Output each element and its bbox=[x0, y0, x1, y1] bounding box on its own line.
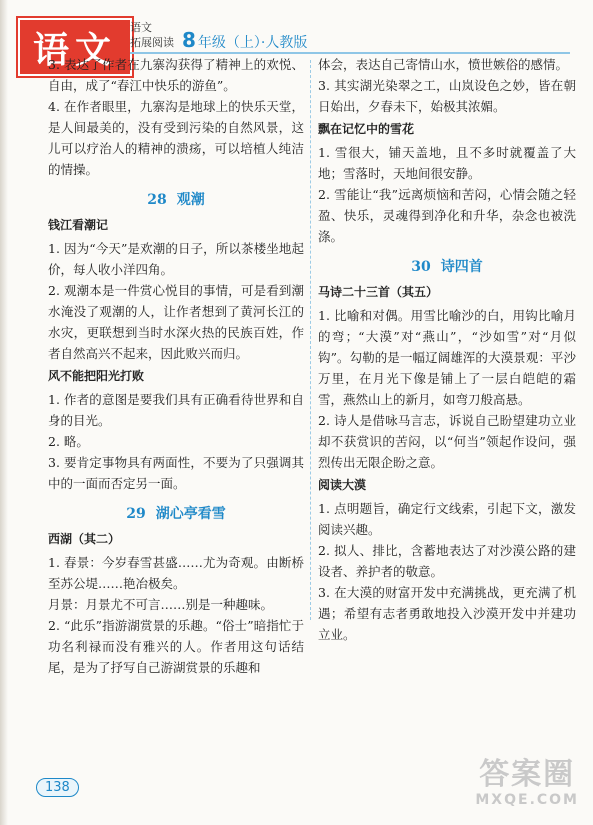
answer-paragraph: 2. “此乐”指游湖赏景的乐趣。“俗士”暗指忙于功名利禄而没有雅兴的人。作者用这句话结尾，是为了抒写自己游湖赏景的乐趣和 bbox=[48, 618, 304, 675]
answer-paragraph: 4. 在作者眼里，九寨沟是地球上的快乐天堂，是人间最美的，没有受到污染的自然风景，这儿可以疗治人的精神的溃疡，可以培植人纯洁的情操。 bbox=[48, 99, 304, 177]
left-column bbox=[48, 54, 304, 678]
article-title: 西湖（其二） bbox=[48, 532, 121, 546]
lesson-name: 诗四首 bbox=[440, 259, 483, 275]
watermark bbox=[475, 758, 579, 808]
lesson-number: 30 bbox=[411, 259, 431, 275]
answer-paragraph: 3. 在大漠的财富开发中充满挑战，更充满了机遇；希望有志者勇敢地投入沙漠开发中并建功立业。 bbox=[318, 585, 576, 642]
lesson-name: 观潮 bbox=[176, 192, 205, 208]
answer-paragraph: 2. 略。 bbox=[48, 434, 89, 449]
answer-paragraph: 1. 雪很大，铺天盖地，且不多时就覆盖了大地；雪落时，天地间很安静。 bbox=[318, 145, 576, 181]
series-line-1: 语文 bbox=[130, 21, 152, 34]
answer-paragraph: 1. 点明题旨，确定行文线索，引起下文，激发阅读兴趣。 bbox=[318, 501, 576, 537]
right-column bbox=[318, 54, 576, 645]
answer-paragraph: 2. 诗人是借咏马言志，诉说自己盼望建功立业却不获赏识的苦闷，以“何当”领起作设问，强烈传出无限企盼之意。 bbox=[318, 413, 576, 470]
answer-paragraph: 3. 其实湖光染翠之工，山岚设色之妙，皆在朝日始出，夕春未下，始极其浓媚。 bbox=[318, 78, 576, 114]
article-title: 飘在记忆中的雪花 bbox=[318, 122, 415, 136]
answer-paragraph: 2. 雪能让“我”远离烦恼和苦闷，心情会随之轻盈、快乐，灵魂得到净化和升华，杂念也被洗涤。 bbox=[318, 187, 576, 244]
answer-paragraph: 月景：月景尤不可言……别是一种趣味。 bbox=[48, 597, 274, 612]
subject-logo-text: 语文 bbox=[32, 29, 117, 71]
lesson-title-28 bbox=[48, 190, 304, 211]
series-name bbox=[130, 20, 178, 50]
grade-number: 8 bbox=[182, 28, 196, 52]
watermark-sub: MXQE.COM bbox=[475, 792, 579, 808]
answer-paragraph: 1. 作者的意图是要我们具有正确看待世界和自身的目光。 bbox=[48, 392, 304, 428]
series-line-2: 拓展阅读 bbox=[130, 36, 174, 49]
column-divider bbox=[310, 60, 311, 620]
answer-paragraph: 1. 春景：今岁春雪甚盛……尤为奇观。由断桥至苏公堤……艳冶极矣。 bbox=[48, 555, 304, 591]
answer-paragraph: 3. 表达了作者在九寨沟获得了精神上的欢悦、自由，成了“春江中快乐的游鱼”。 bbox=[48, 57, 304, 93]
article-title: 钱江看潮记 bbox=[48, 218, 109, 232]
lesson-title-30 bbox=[318, 257, 576, 278]
lesson-title-29 bbox=[48, 504, 304, 525]
grade-text: 年级（上）·人教版 bbox=[197, 35, 308, 51]
lesson-name: 湖心亭看雪 bbox=[155, 506, 226, 522]
article-title: 阅读大漠 bbox=[318, 478, 367, 492]
lesson-number: 28 bbox=[147, 192, 167, 208]
article-title: 风不能把阳光打败 bbox=[48, 369, 145, 383]
answer-paragraph: 1. 因为“今天”是欢潮的日子，所以茶楼坐地起价，每人收小洋四角。 bbox=[48, 241, 304, 277]
lesson-number: 29 bbox=[126, 506, 146, 522]
grade-label bbox=[182, 28, 307, 52]
page-number: 138 bbox=[36, 778, 79, 797]
answer-paragraph: 2. 观潮本是一件赏心悦目的事情，可是看到潮水淹没了观潮的人，让作者想到了黄河长江的水灾，更联想到当时水深火热的民族百姓，作者自然高兴不起来，因此败兴而归。 bbox=[48, 283, 304, 361]
page-binding-shadow bbox=[0, 0, 8, 825]
answer-paragraph: 1. 比喻和对偶。用雪比喻沙的白，用钩比喻月的弯；“大漠”对“燕山”，“沙如雪”对“月似钩”。勾勒的是一幅辽阔雄浑的大漠景观：平沙万里，在月光下像是铺上了一层白皑皑的霜雪，燕然山上的新月，如弯刀般高悬。 bbox=[318, 308, 576, 407]
answer-paragraph: 体会，表达自己寄情山水，愤世嫉俗的感情。 bbox=[318, 57, 569, 72]
article-title: 马诗二十三首（其五） bbox=[318, 285, 439, 299]
answer-paragraph: 2. 拟人、排比，含蓄地表达了对沙漠公路的建设者、养护者的敬意。 bbox=[318, 543, 576, 579]
watermark-main: 答案圈 bbox=[479, 757, 576, 792]
answer-paragraph: 3. 要肯定事物具有两面性，不要为了只强调其中的一面而否定另一面。 bbox=[48, 455, 304, 491]
